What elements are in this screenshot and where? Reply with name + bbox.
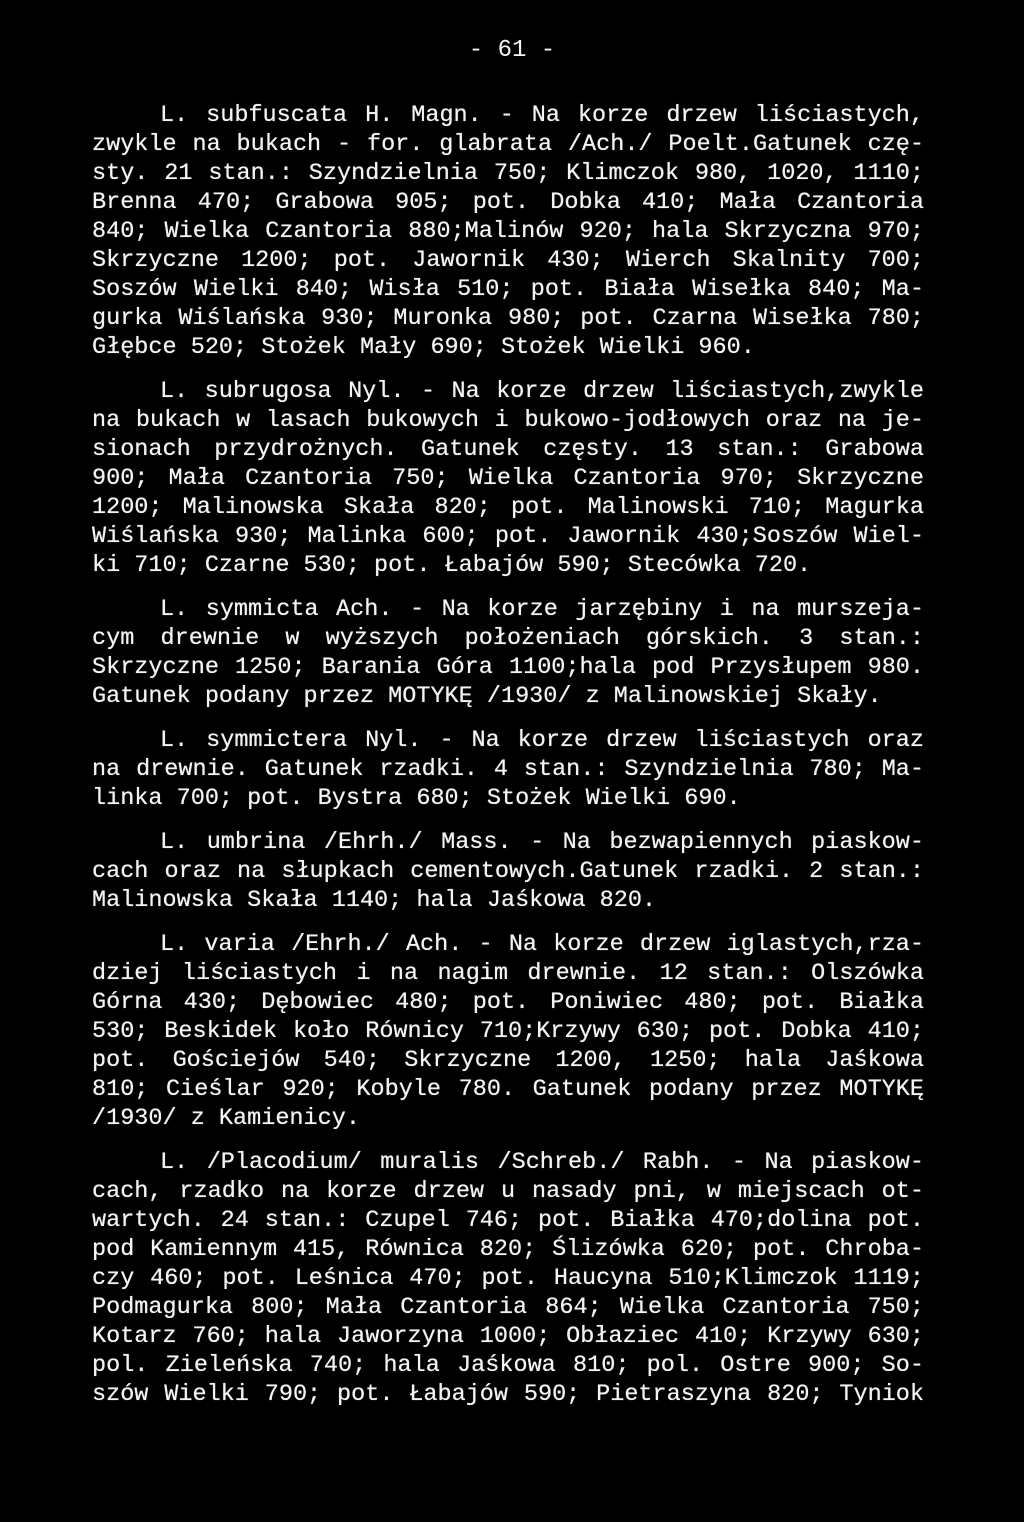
text-line: 840; Wielka Czantoria 880;Malinów 920; hala Skrzyczna 970; — [92, 218, 924, 245]
text-line: na drewnie. Gatunek rzadki. 4 stan.: Szyndzielnia 780; Ma- — [92, 756, 924, 783]
text-line: pol. Zieleńska 740; hala Jaśkowa 810; pol. Ostre 900; So- — [92, 1352, 924, 1379]
text-line: Wiślańska 930; Malinka 600; pot. Jawornik 430;Soszów Wiel- — [92, 523, 924, 550]
text-line: Skrzyczne 1250; Barania Góra 1100;hala pod Przysłupem 980. — [92, 654, 924, 681]
text-line: Gatunek podany przez MOTYKĘ /1930/ z Malinowskiej Skały. — [92, 683, 882, 710]
text-line: L. /Placodium/ muralis /Schreb./ Rabh. - Na piaskow- — [160, 1149, 924, 1176]
text-line: cach, rzadko na korze drzew u nasady pni, w miejscach ot- — [92, 1178, 924, 1205]
species-entry — [92, 377, 924, 580]
text-line: /1930/ z Kamienicy. — [92, 1105, 360, 1132]
text-line: 530; Beskidek koło Równicy 710;Krzywy 630; pot. Dobka 410; — [92, 1018, 924, 1045]
text-line: 810; Cieślar 920; Kobyle 780. Gatunek podany przez MOTYKĘ — [92, 1076, 924, 1103]
text-line: czy 460; pot. Leśnica 470; pot. Haucyna 510;Klimczok 1119; — [92, 1265, 924, 1292]
text-line: ki 710; Czarne 530; pot. Łabajów 590; Stecówka 720. — [92, 552, 812, 579]
species-entry — [92, 726, 924, 813]
text-line: pot. Gościejów 540; Skrzyczne 1200, 1250; hala Jaśkowa — [92, 1047, 924, 1074]
text-line: L. varia /Ehrh./ Ach. - Na korze drzew iglastych,rza- — [160, 931, 924, 958]
text-line: 900; Mała Czantoria 750; Wielka Czantoria 970; Skrzyczne — [92, 465, 924, 492]
text-line: sionach przydrożnych. Gatunek częsty. 13 stan.: Grabowa — [92, 436, 924, 463]
text-line: 1200; Malinowska Skała 820; pot. Malinowski 710; Magurka — [92, 494, 924, 521]
text-line: na bukach w lasach bukowych i bukowo-jodłowych oraz na je- — [92, 407, 924, 434]
text-line: Podmagurka 800; Mała Czantoria 864; Wielka Czantoria 750; — [92, 1294, 924, 1321]
text-line: Soszów Wielki 840; Wisła 510; pot. Biała Wisełka 840; Ma- — [92, 276, 924, 303]
text-line: dziej liściastych i na nagim drewnie. 12 stan.: Olszówka — [92, 960, 924, 987]
text-line: gurka Wiślańska 930; Muronka 980; pot. Czarna Wisełka 780; — [92, 305, 924, 332]
text-line: L. umbrina /Ehrh./ Mass. - Na bezwapiennych piaskow- — [160, 829, 924, 856]
text-line: L. subrugosa Nyl. - Na korze drzew liściastych,zwykle — [160, 378, 924, 405]
species-entry — [92, 101, 924, 362]
text-line: wartych. 24 stan.: Czupel 746; pot. Białka 470;dolina pot. — [92, 1207, 924, 1234]
text-line: pod Kamiennym 415, Równica 820; Ślizówka 620; pot. Chroba- — [92, 1236, 924, 1263]
document-body — [92, 101, 924, 1424]
text-line: zwykle na bukach - for. glabrata /Ach./ Poelt.Gatunek czę- — [92, 131, 924, 158]
text-line: Głębce 520; Stożek Mały 690; Stożek Wielki 960. — [92, 334, 755, 361]
text-line: Malinowska Skała 1140; hala Jaśkowa 820. — [92, 887, 657, 914]
text-line: szów Wielki 790; pot. Łabajów 590; Pietraszyna 820; Tyniok — [92, 1381, 924, 1408]
text-line: cym drewnie w wyższych położeniach górskich. 3 stan.: — [92, 625, 924, 652]
species-entry — [92, 595, 924, 711]
page-number: - 61 - — [468, 37, 556, 64]
text-line: L. subfuscata H. Magn. - Na korze drzew liściastych, — [160, 102, 924, 129]
species-entry — [92, 1148, 924, 1409]
text-line: linka 700; pot. Bystra 680; Stożek Wielki 690. — [92, 785, 741, 812]
species-entry — [92, 930, 924, 1133]
text-line: Brenna 470; Grabowa 905; pot. Dobka 410; Mała Czantoria — [92, 189, 924, 216]
text-line: Skrzyczne 1200; pot. Jawornik 430; Wierch Skalnity 700; — [92, 247, 924, 274]
text-line: Górna 430; Dębowiec 480; pot. Poniwiec 480; pot. Białka — [92, 989, 924, 1016]
text-line: sty. 21 stan.: Szyndzielnia 750; Klimczok 980, 1020, 1110; — [92, 160, 924, 187]
text-line: cach oraz na słupkach cementowych.Gatunek rzadki. 2 stan.: — [92, 858, 924, 885]
text-line: Kotarz 760; hala Jaworzyna 1000; Obłaziec 410; Krzywy 630; — [92, 1323, 924, 1350]
text-line: L. symmictera Nyl. - Na korze drzew liściastych oraz — [160, 727, 924, 754]
text-line: L. symmicta Ach. - Na korze jarzębiny i na murszeja- — [160, 596, 924, 623]
species-entry — [92, 828, 924, 915]
